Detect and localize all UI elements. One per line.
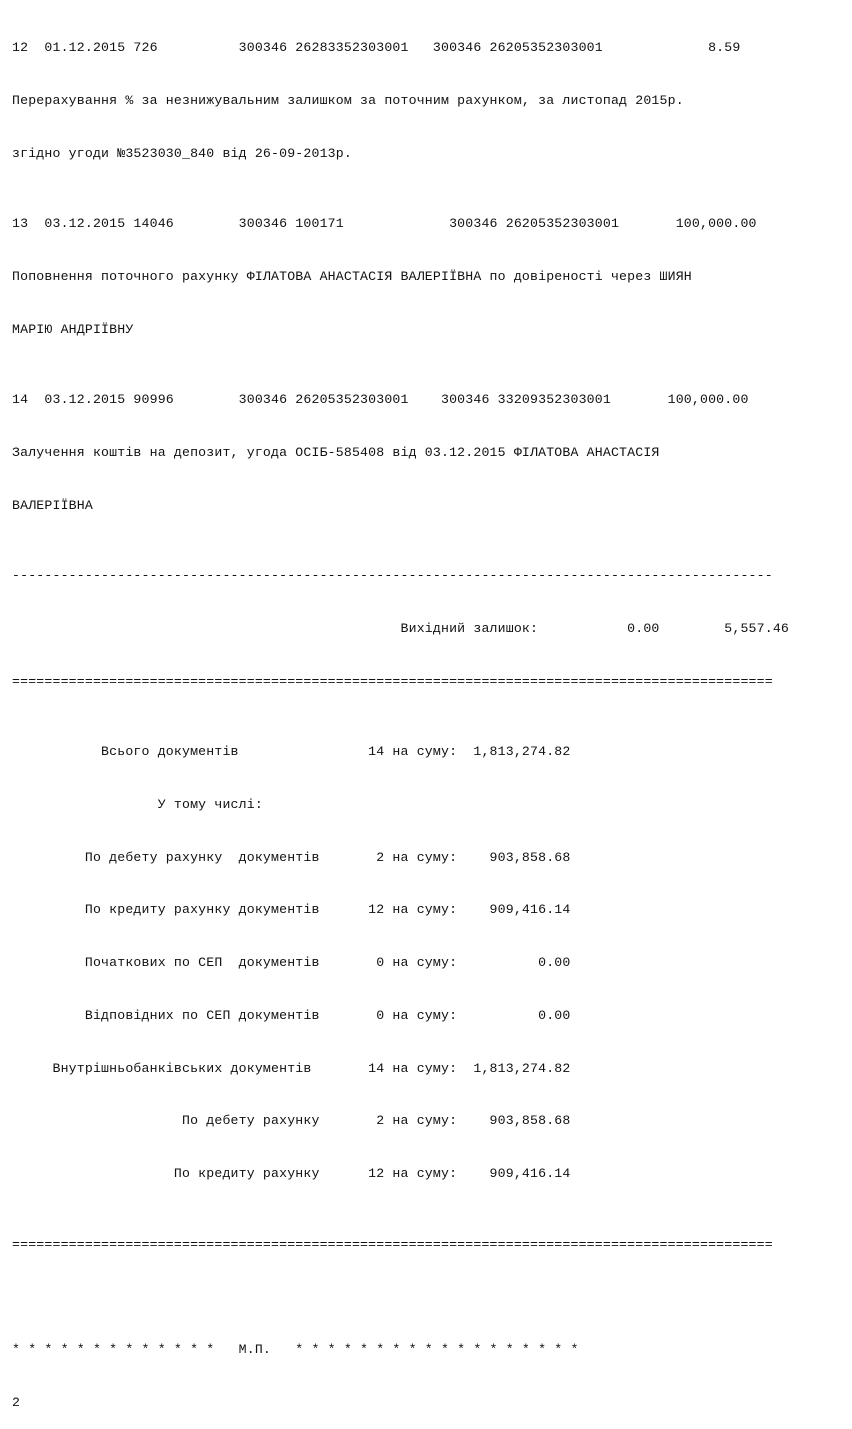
dashed-separator: ----------------------------------------------------------------------------------------------: [12, 568, 773, 583]
double-separator-bottom: ==============================================================================================: [12, 1236, 773, 1252]
blank-line: [12, 1288, 789, 1306]
transaction-13-purpose-cont: МАРІЮ АНДРІЇВНУ: [12, 321, 134, 337]
transaction-13-purpose: Поповнення поточного рахунку ФІЛАТОВА АНАСТАСІЯ ВАЛЕРІЇВНА по довіреності через ШИЯН: [12, 268, 692, 284]
summary-intrabank-credit: По кредиту рахунку 12 на суму: 909,416.14: [12, 1166, 571, 1182]
summary-total-documents: Всього документів 14 на суму: 1,813,274.82: [12, 743, 571, 759]
summary-initial-sep-documents: Початкових по СЕП документів 0 на суму: 0.00: [12, 955, 571, 971]
transaction-14-purpose-cont: ВАЛЕРІЇВНА: [12, 497, 93, 513]
transaction-13-header: 13 03.12.2015 14046 300346 100171 300346 26205352303001 100,000.00: [12, 216, 757, 232]
transaction-14-header: 14 03.12.2015 90996 300346 26205352303001 300346 33209352303001 100,000.00: [12, 392, 749, 408]
page-number: 2: [12, 1394, 21, 1410]
bank-statement-page: [12, 4, 789, 1429]
transaction-12-header: 12 01.12.2015 726 300346 26283352303001 300346 26205352303001 8.59: [12, 40, 741, 56]
stamp-line: * * * * * * * * * * * * * М.П. * * * * * * * * * * * * * * * * * *: [12, 1342, 579, 1358]
summary-response-sep-documents: Відповідних по СЕП документів 0 на суму: 0.00: [12, 1007, 571, 1023]
closing-balance-row: Вихідний залишок: 0.00 5,557.46: [12, 620, 790, 636]
summary-including-label: У тому числі:: [12, 796, 263, 812]
transaction-12-purpose: Перерахування % за незнижувальним залишком за поточним рахунком, за листопад 2015р.: [12, 92, 684, 108]
summary-intrabank-documents: Внутрішньобанківських документів 14 на суму: 1,813,274.82: [12, 1060, 571, 1076]
summary-intrabank-debit: По дебету рахунку 2 на суму: 903,858.68: [12, 1113, 571, 1129]
summary-credit-documents: По кредиту рахунку документів 12 на суму: 909,416.14: [12, 902, 571, 918]
transaction-12-purpose-cont: згідно угоди №3523030_840 від 26-09-2013р.: [12, 145, 352, 161]
summary-debit-documents: По дебету рахунку документів 2 на суму: 903,858.68: [12, 849, 571, 865]
double-separator-top: ==============================================================================================: [12, 673, 773, 689]
transaction-14-purpose: Залучення коштів на депозит, угода ОСІБ-585408 від 03.12.2015 ФІЛАТОВА АНАСТАСІЯ: [12, 444, 660, 460]
